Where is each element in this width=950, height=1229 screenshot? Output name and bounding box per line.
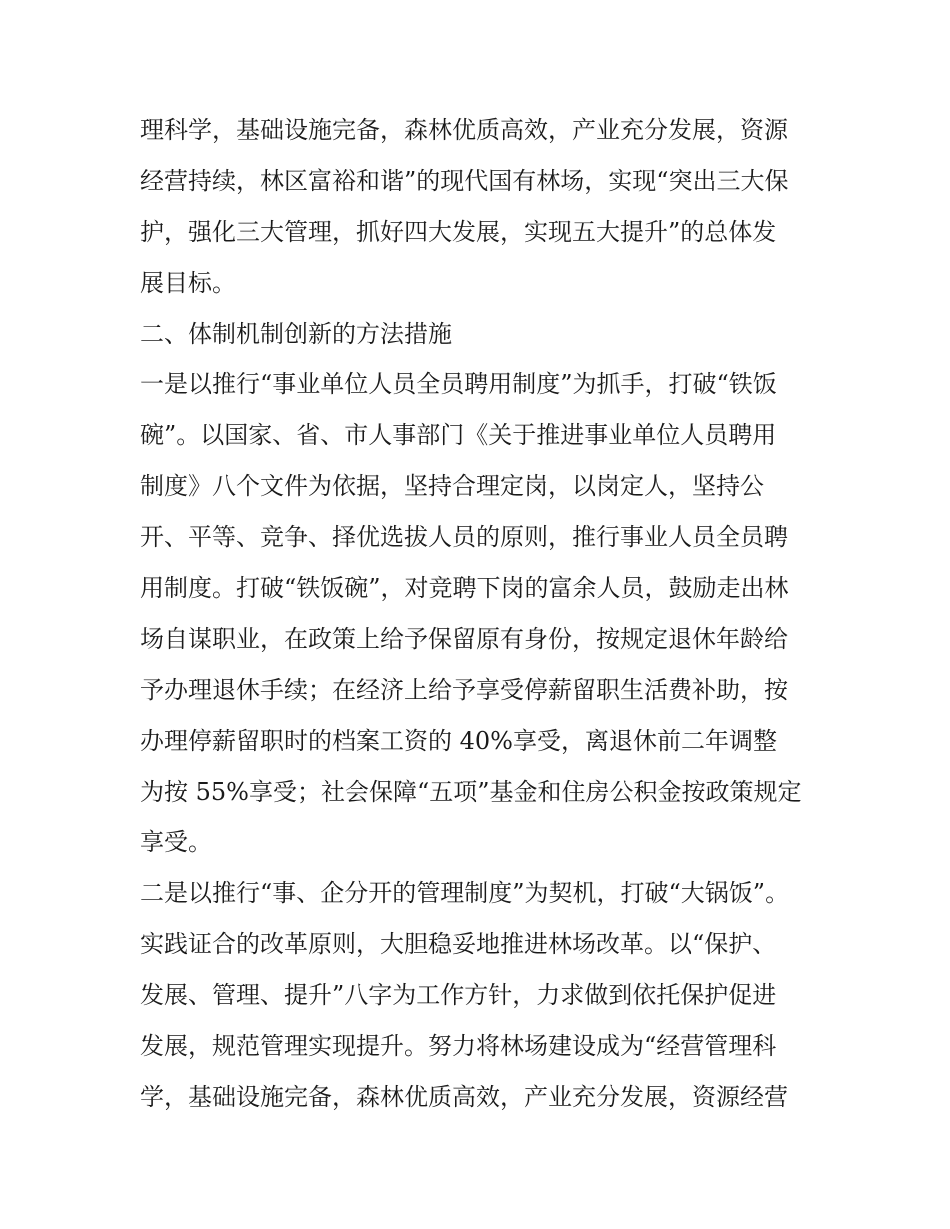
text-line-20: 学，基础设施完备，森林优质高效，产业充分发展，资源经营 <box>140 1082 788 1111</box>
text-line-16: 二是以推行“事、企分开的管理制度”为契机，打破“大锅饭”。 <box>140 879 790 908</box>
text-line-4: 展目标。 <box>140 268 236 297</box>
text-line-2: 经营持续，林区富裕和谐”的现代国有林场，实现“突出三大保 <box>140 166 789 195</box>
text-line-8: 制度》八个文件为依据，坚持合理定岗，以岗定人，坚持公 <box>140 472 764 501</box>
text-line-6: 一是以推行“事业单位人员全员聘用制度”为抓手，打破“铁饭 <box>140 370 777 399</box>
text-line-14: 为按 55%享受；社会保障“五项”基金和住房公积金按政策规定 <box>140 777 802 806</box>
text-line-18: 发展、管理、提升”八字为工作方针，力求做到依托保护促进 <box>140 981 777 1010</box>
text-line-15: 享受。 <box>140 828 212 857</box>
text-line-9: 开、平等、竞争、择优选拔人员的原则，推行事业人员全员聘 <box>140 523 788 552</box>
text-line-3: 护，强化三大管理，抓好四大发展，实现五大提升”的总体发 <box>140 217 777 246</box>
text-line-12: 予办理退休手续；在经济上给予享受停薪留职生活费补助，按 <box>140 675 788 704</box>
text-line-11: 场自谋职业，在政策上给予保留原有身份，按规定退休年龄给 <box>140 624 788 653</box>
text-line-10: 用制度。打破“铁饭碗”，对竞聘下岗的富余人员，鼓励走出林 <box>140 574 789 603</box>
text-line-13: 办理停薪留职时的档案工资的 40%享受，离退休前二年调整 <box>140 726 777 755</box>
text-line-19: 发展，规范管理实现提升。努力将林场建设成为“经营管理科 <box>140 1032 777 1061</box>
section-heading: 二、体制机制创新的方法措施 <box>140 319 452 348</box>
text-line-17: 实践证合的改革原则，大胆稳妥地推进林场改革。以“保护、 <box>140 930 777 959</box>
body-text <box>140 105 820 1123</box>
text-line-1: 理科学，基础设施完备，森林优质高效，产业充分发展，资源 <box>140 116 788 144</box>
text-line-7: 碗”。以国家、省、市人事部门《关于推进事业单位人员聘用 <box>140 421 777 450</box>
